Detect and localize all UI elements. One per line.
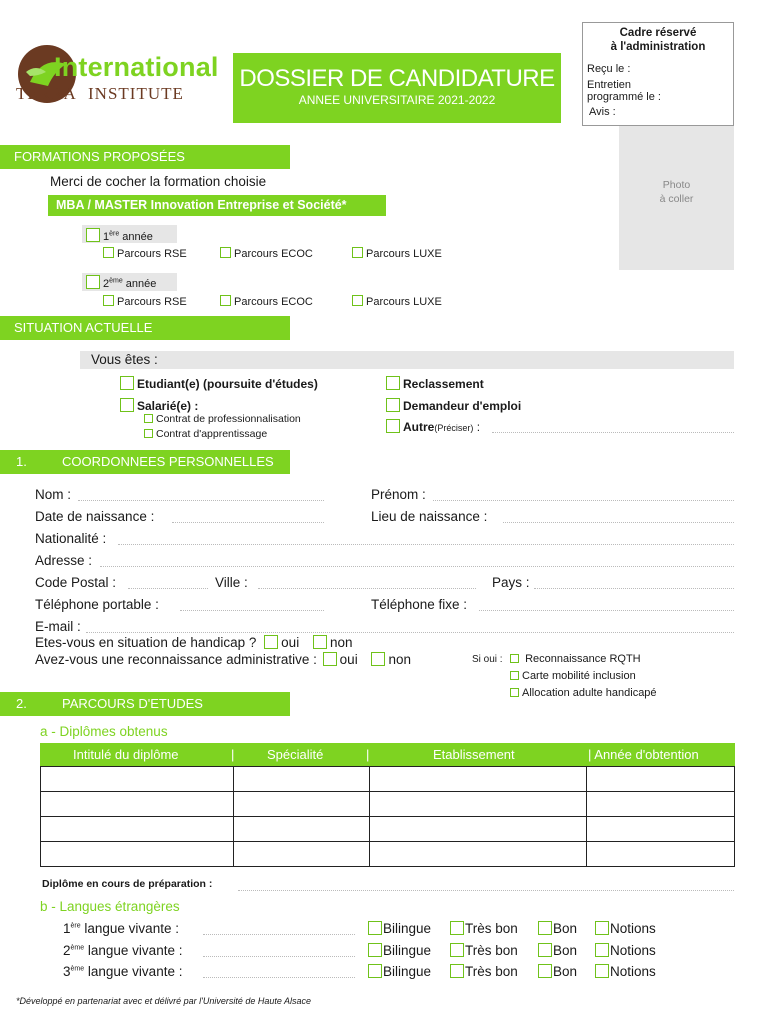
label-fixe: Téléphone fixe : bbox=[371, 597, 468, 612]
contrat-pro-checkbox[interactable] bbox=[144, 414, 153, 423]
label-nom: Nom : bbox=[35, 487, 72, 502]
admin-avis: Avis : bbox=[589, 106, 616, 118]
level-checkbox[interactable] bbox=[595, 964, 609, 978]
opt-contrat-pro[interactable]: Contrat de professionnalisation bbox=[144, 413, 301, 425]
vous-etes-bar bbox=[80, 351, 734, 369]
lang1-level-0[interactable]: Bilingue bbox=[368, 921, 431, 936]
logo bbox=[12, 42, 227, 106]
program-bar bbox=[48, 195, 386, 216]
y2-rse-checkbox[interactable] bbox=[103, 295, 114, 306]
y2-track-luxe[interactable]: Parcours LUXE bbox=[352, 295, 442, 308]
admin-title-2: à l'administration bbox=[610, 41, 706, 53]
section-situation: SITUATION ACTUELLE bbox=[0, 316, 290, 340]
col-annee: | Année d'obtention bbox=[588, 747, 699, 762]
lang-label-1: 1ère langue vivante : bbox=[63, 921, 179, 936]
reconn-oui-checkbox[interactable] bbox=[323, 652, 337, 666]
level-checkbox[interactable] bbox=[450, 964, 464, 978]
opt-rqth[interactable]: Reconnaissance RQTH bbox=[510, 653, 641, 665]
lang-field-3[interactable] bbox=[203, 977, 355, 978]
photo-label-1: Photo bbox=[662, 179, 691, 191]
lang3-level-1[interactable]: Très bon bbox=[450, 964, 518, 979]
autre-checkbox[interactable] bbox=[386, 419, 400, 433]
section-formations: FORMATIONS PROPOSÉES bbox=[0, 145, 290, 169]
level-checkbox[interactable] bbox=[450, 943, 464, 957]
sub-langues: b - Langues étrangères bbox=[40, 899, 180, 914]
logo-international: International bbox=[54, 52, 219, 82]
y2-luxe-checkbox[interactable] bbox=[352, 295, 363, 306]
prenom-field[interactable] bbox=[433, 500, 734, 501]
si-oui-label: Si oui : bbox=[472, 654, 503, 665]
reconnaissance-row: Avez-vous une reconnaissance administrative : oui non bbox=[35, 652, 411, 667]
autre-field[interactable] bbox=[492, 432, 734, 433]
label-email: E-mail : bbox=[35, 619, 81, 634]
y1-ecoc-checkbox[interactable] bbox=[220, 247, 231, 258]
salarie-checkbox[interactable] bbox=[120, 398, 134, 412]
label-nationalite: Nationalité : bbox=[35, 531, 107, 546]
portable-field[interactable] bbox=[180, 610, 324, 611]
opt-autre[interactable]: Autre(Préciser) : bbox=[386, 419, 480, 434]
level-checkbox[interactable] bbox=[595, 921, 609, 935]
nationalite-field[interactable] bbox=[118, 544, 734, 545]
pays-field[interactable] bbox=[534, 588, 734, 589]
logo-institute: INSTITUTE bbox=[88, 84, 184, 103]
admin-box bbox=[582, 22, 734, 126]
photo-label-2: à coller bbox=[659, 193, 694, 205]
label-prenom: Prénom : bbox=[371, 487, 426, 502]
program-label: MBA / MASTER Innovation Entreprise et Société* bbox=[56, 198, 347, 212]
lang1-level-1[interactable]: Très bon bbox=[450, 921, 518, 936]
vous-etes-label: Vous êtes : bbox=[91, 352, 158, 367]
lang-field-2[interactable] bbox=[203, 956, 355, 957]
table-row bbox=[41, 842, 735, 867]
lang1-level-3[interactable]: Notions bbox=[595, 921, 656, 936]
ville-field[interactable] bbox=[258, 588, 476, 589]
adresse-field[interactable] bbox=[100, 566, 734, 567]
rqth-checkbox[interactable] bbox=[510, 654, 519, 663]
table-row bbox=[41, 817, 735, 842]
lang-label-2: 2ème langue vivante : bbox=[63, 943, 183, 958]
header-title: DOSSIER DE CANDIDATURE bbox=[239, 65, 555, 92]
header-subtitle: ANNEE UNIVERSITAIRE 2021-2022 bbox=[298, 93, 496, 107]
label-pays: Pays : bbox=[492, 575, 530, 590]
y2-ecoc-checkbox[interactable] bbox=[220, 295, 231, 306]
nom-field[interactable] bbox=[78, 500, 324, 501]
lang1-level-2[interactable]: Bon bbox=[538, 921, 577, 936]
level-checkbox[interactable] bbox=[368, 943, 382, 957]
etudiant-checkbox[interactable] bbox=[120, 376, 134, 390]
lang2-level-3[interactable]: Notions bbox=[595, 943, 656, 958]
handicap-row: Etes-vous en situation de handicap ? oui non bbox=[35, 635, 353, 650]
fixe-field[interactable] bbox=[479, 610, 734, 611]
carte-checkbox[interactable] bbox=[510, 671, 519, 680]
allocation-checkbox[interactable] bbox=[510, 688, 519, 697]
handicap-non-checkbox[interactable] bbox=[313, 635, 327, 649]
admin-recu: Reçu le : bbox=[587, 63, 631, 75]
lang3-level-2[interactable]: Bon bbox=[538, 964, 577, 979]
year1-option[interactable]: 1ère année bbox=[86, 228, 153, 243]
y1-luxe-checkbox[interactable] bbox=[352, 247, 363, 258]
year1-checkbox[interactable] bbox=[86, 228, 100, 242]
level-checkbox[interactable] bbox=[538, 964, 552, 978]
handicap-oui-checkbox[interactable] bbox=[264, 635, 278, 649]
contrat-app-checkbox[interactable] bbox=[144, 429, 153, 438]
table-row bbox=[41, 767, 735, 792]
y2-track-rse[interactable]: Parcours RSE bbox=[103, 295, 187, 308]
email-field[interactable] bbox=[86, 632, 734, 633]
opt-demandeur[interactable]: Demandeur d'emploi bbox=[386, 398, 521, 413]
label-naissance: Date de naissance : bbox=[35, 509, 155, 524]
naissance-field[interactable] bbox=[172, 522, 324, 523]
formations-intro: Merci de cocher la formation choisie bbox=[50, 174, 267, 189]
section-coordonnees: 1. COORDONNEES PERSONNELLES bbox=[0, 450, 290, 474]
opt-etudiant[interactable]: Etudiant(e) (poursuite d'études) bbox=[120, 376, 318, 391]
year2-option[interactable]: 2ème année bbox=[86, 275, 156, 290]
opt-carte[interactable]: Carte mobilité inclusion bbox=[510, 670, 636, 682]
header-title-block bbox=[233, 53, 561, 123]
encours-field[interactable] bbox=[238, 890, 734, 891]
year2-checkbox[interactable] bbox=[86, 275, 100, 289]
lang2-level-0[interactable]: Bilingue bbox=[368, 943, 431, 958]
footer-note: *Développé en partenariat avec et délivré par l'Université de Haute Alsace bbox=[16, 996, 312, 1006]
lang3-level-3[interactable]: Notions bbox=[595, 964, 656, 979]
admin-entretien-2: programmé le : bbox=[587, 91, 661, 103]
admin-title-1: Cadre réservé bbox=[619, 27, 697, 39]
section-parcours: 2. PARCOURS D'ETUDES bbox=[0, 692, 290, 716]
photo-box bbox=[619, 126, 734, 270]
logo-terra: TERRA bbox=[16, 84, 77, 103]
lang2-level-2[interactable]: Bon bbox=[538, 943, 577, 958]
diplomes-header: Intitulé du diplôme | Spécialité | Etablissement | Année d'obtention bbox=[40, 743, 735, 766]
lang-label-3: 3ème langue vivante : bbox=[63, 964, 183, 979]
table-row bbox=[41, 792, 735, 817]
label-lieu: Lieu de naissance : bbox=[371, 509, 488, 524]
lang-field-1[interactable] bbox=[203, 934, 355, 935]
opt-allocation[interactable]: Allocation adulte handicapé bbox=[510, 687, 657, 699]
level-checkbox[interactable] bbox=[368, 964, 382, 978]
cp-field[interactable] bbox=[128, 588, 208, 589]
level-checkbox[interactable] bbox=[538, 921, 552, 935]
opt-reclassement[interactable]: Reclassement bbox=[386, 376, 484, 391]
label-adresse: Adresse : bbox=[35, 553, 93, 568]
lang3-level-0[interactable]: Bilingue bbox=[368, 964, 431, 979]
demandeur-checkbox[interactable] bbox=[386, 398, 400, 412]
level-checkbox[interactable] bbox=[450, 921, 464, 935]
sub-diplomes: a - Diplômes obtenus bbox=[40, 724, 168, 739]
y1-track-luxe[interactable]: Parcours LUXE bbox=[352, 247, 442, 260]
reclassement-checkbox[interactable] bbox=[386, 376, 400, 390]
admin-entretien-1: Entretien bbox=[587, 79, 632, 91]
level-checkbox[interactable] bbox=[368, 921, 382, 935]
label-cp: Code Postal : bbox=[35, 575, 117, 590]
level-checkbox[interactable] bbox=[595, 943, 609, 957]
col-intitule: Intitulé du diplôme bbox=[73, 747, 179, 762]
col-etablissement: Etablissement bbox=[433, 747, 515, 762]
y1-rse-checkbox[interactable] bbox=[103, 247, 114, 258]
reconn-non-checkbox[interactable] bbox=[371, 652, 385, 666]
opt-salarie[interactable]: Salarié(e) : bbox=[120, 398, 198, 413]
col-specialite: Spécialité bbox=[267, 747, 324, 762]
y2-track-ecoc[interactable]: Parcours ECOC bbox=[220, 295, 313, 308]
y1-track-rse[interactable]: Parcours RSE bbox=[103, 247, 187, 260]
lieu-field[interactable] bbox=[503, 522, 734, 523]
lang2-level-1[interactable]: Très bon bbox=[450, 943, 518, 958]
opt-contrat-app[interactable]: Contrat d'apprentissage bbox=[144, 428, 267, 440]
y1-track-ecoc[interactable]: Parcours ECOC bbox=[220, 247, 313, 260]
label-portable: Téléphone portable : bbox=[35, 597, 159, 612]
level-checkbox[interactable] bbox=[538, 943, 552, 957]
diplomes-table bbox=[40, 766, 735, 867]
label-encours: Diplôme en cours de préparation : bbox=[42, 878, 213, 890]
label-ville: Ville : bbox=[215, 575, 248, 590]
